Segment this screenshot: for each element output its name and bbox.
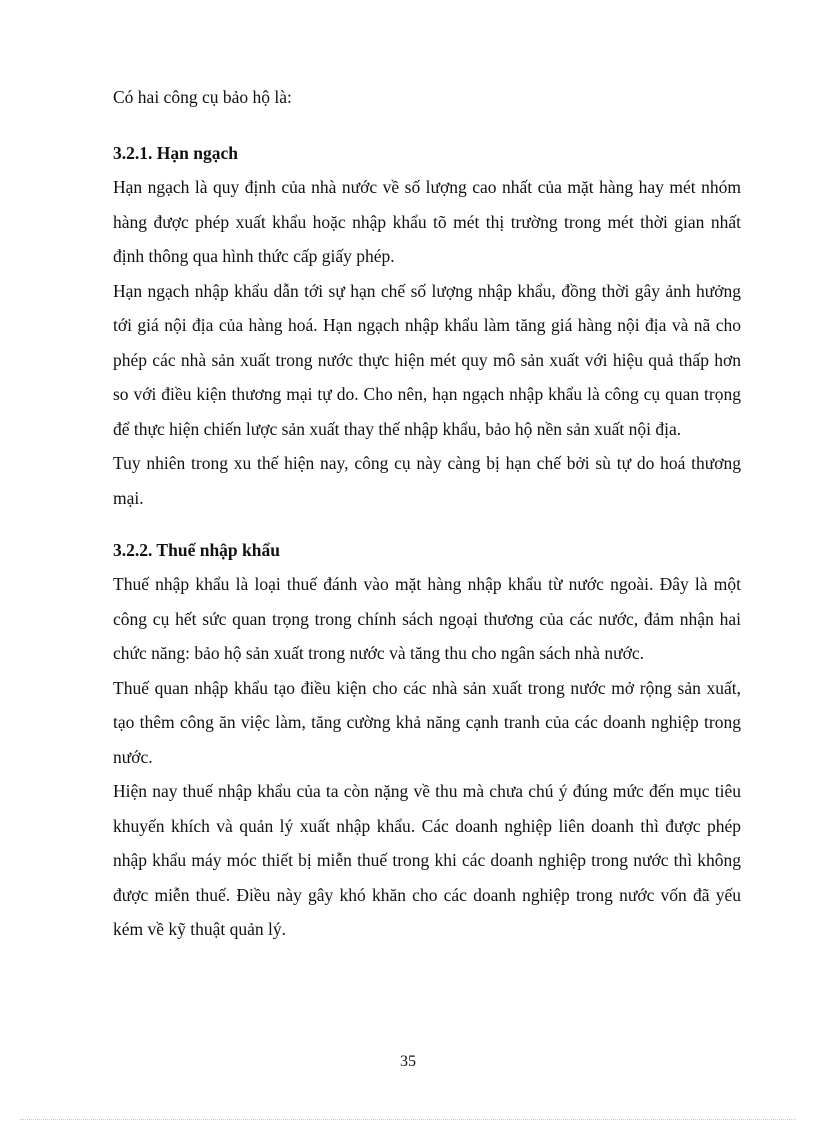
paragraph: Thuế nhập khẩu là loại thuế đánh vào mặt hàng nhập khẩu từ nước ngoài. Đây là một công cụ hết sức quan trọng trong chính sách ngoại thương của các nước, đảm nhận hai chức năng: bảo hộ sản xuất trong nước và tăng thu cho ngân sách nhà nước. [113,574,741,663]
section-thue-nhap-khau [113,533,741,947]
paragraph: Thuế quan nhập khẩu tạo điều kiện cho các nhà sản xuất trong nước mở rộng sản xuất, tạo thêm công ăn việc làm, tăng cường khả năng cạnh tranh của các doanh nghiệp trong nước. [113,677,741,767]
page-number: 35 [400,1053,416,1070]
page-bottom-divider [20,1119,796,1120]
page-content [113,80,741,947]
intro-text: Có hai công cụ bảo hộ là: [113,87,292,107]
section-han-ngach [113,136,741,515]
paragraph: Tuy nhiên trong xu thế hiện nay, công cụ này càng bị hạn chế bởi sù tự do hoá thương mại. [113,453,741,508]
paragraph: Hạn ngạch nhập khẩu dẫn tới sự hạn chế số lượng nhập khẩu, đồng thời gây ảnh hưởng tới giá nội địa của hàng hoá. Hạn ngạch nhập khẩu làm tăng giá hàng nội địa và nã cho phép các nhà sản xuất trong nước thực hiện mét quy mô sản xuất với hiệu quả thấp hơn so với điều kiện thương mại tự do. Cho nên, hạn ngạch nhập khẩu là công cụ quan trọng để thực hiện chiến lược sản xuất thay thế nhập khẩu, bảo hộ nền sản xuất nội địa. [113,280,741,439]
paragraph: Hạn ngạch là quy định của nhà nước về số lượng cao nhất của mặt hàng hay mét nhóm hàng được phép xuất khẩu hoặc nhập khẩu tõ mét thị trường trong mét thời gian nhất định thông qua hình thức cấp giấy phép. [113,177,741,266]
paragraph: Hiện nay thuế nhập khẩu của ta còn nặng về thu mà chưa chú ý đúng mức đến mục tiêu khuyến khích và quản lý xuất nhập khẩu. Các doanh nghiệp liên doanh thì được phép nhập khẩu máy móc thiết bị miễn thuế trong khi các doanh nghiệp trong nước thì không được miễn thuế. Điều này gây khó khăn cho các doanh nghiệp trong nước vốn đã yếu kém về kỹ thuật quản lý. [113,781,741,939]
section-heading: 3.2.1. Hạn ngạch [113,143,238,163]
section-heading: 3.2.2. Thuế nhập khẩu [113,540,280,560]
